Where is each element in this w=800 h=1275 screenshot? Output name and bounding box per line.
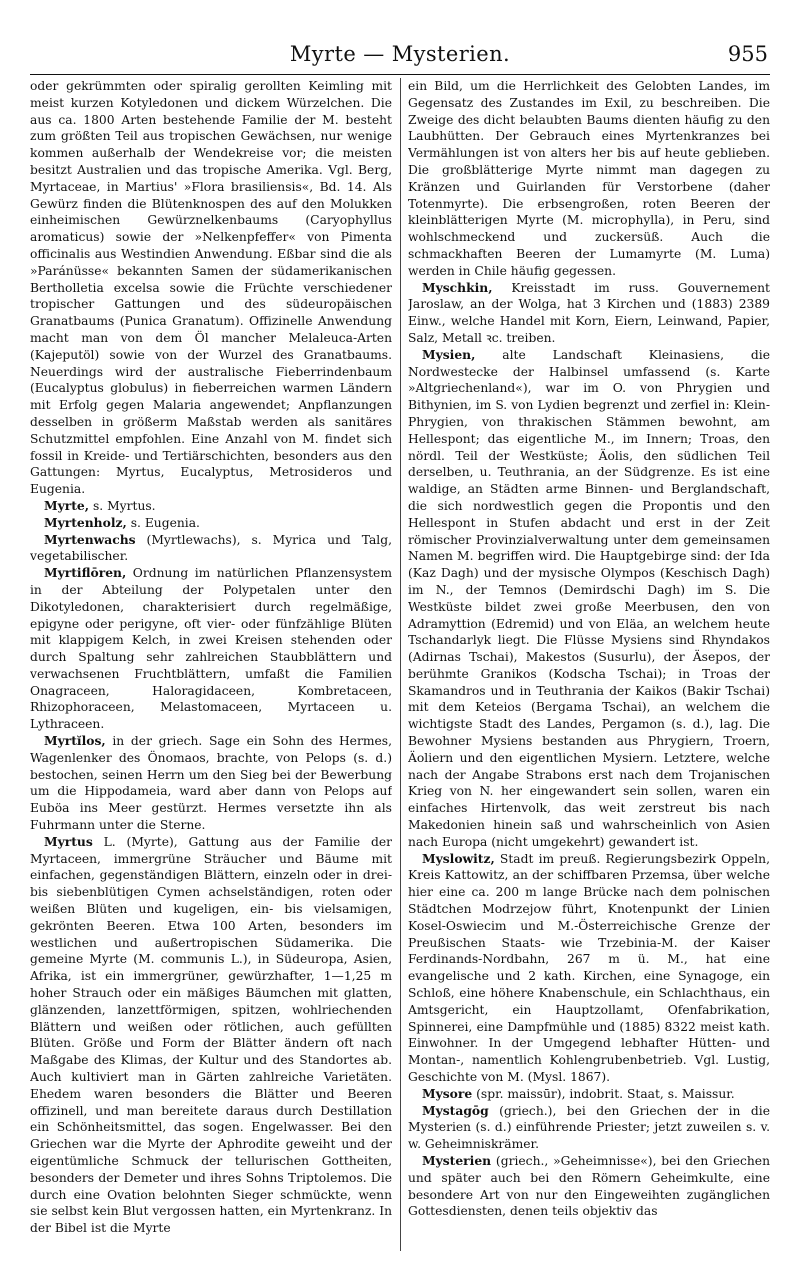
entry-text: s. Eugenia. <box>130 515 200 530</box>
entry-text: (spr. maissūr), indobrit. Staat, s. Maissur. <box>476 1086 735 1101</box>
entry-headword: Myrtus <box>44 833 93 849</box>
entry-text: ein Bild, um die Herrlichkeit des Gelobten Landes, im Gegensatz des Zustandes im Exil, zu beschreiben. Die Zweige des dicht belaubten Baums dienten häufig zu den Laubhütten. Der Gebrauch eines Myrtenkranzes bei Vermählungen ist von alters her bis auf heute geblieben. Die großblätterige Myrte nimmt man dagegen zu Kränzen und Guirlanden für Verstorbene (daher Totenmyrte). Die erbsengroßen, roten Beeren der kleinblätterigen Myrte (M. microphylla), in Peru, sind wohlschmeckend und zuckersüß. Auch die schmackhaften Beeren der Lumamyrte (M. Luma) werden in Chile häufig gegessen. <box>408 79 770 278</box>
dictionary-entry <box>30 498 392 515</box>
entry-headword: Myrtenholz, <box>44 514 127 530</box>
entry-text: (Myrtlewachs), s. Myrica und Talg, vegetabilischer. <box>30 532 392 564</box>
entry-text: alte Landschaft Kleinasiens, die Nordwestecke der Halbinsel umfassend (s. Karte »Altgriechenland«), war im O. von Phrygien und Bithynien, im S. von Lydien begrenzt und zerfiel in: Klein-Phrygien, von thrakischen Stämmen bewohnt, am Hellespont; das eigentliche M., im Innern; Troas, den nördl. Teil der Westküste; Äolis, den südlichen Teil derselben, u. Teuthrania, an der Südgrenze. Es ist eine waldige, an Städten arme Binnen- und Berglandschaft, die sich nordwestlich gegen die Propontis und den Hellespont in Stufen abdacht und erst in der Zeit römischer Provinzialverwaltung unter dem gemeinsamen Namen M. begriffen wird. Die Hauptgebirge sind: der Ida (Kaz Dagh) und der mysische Olympos (Keschisch Dagh) im N., der Temnos (Demirdschi Dagh) im S. Die Westküste bildet zwei große Meerbusen, den von Adramyttion (Edremid) und von Eläa, an welchem heute Tschandarlyk liegt. Die Flüsse Mysiens sind Rhyndakos (Adirnas Tschai), Makestos (Susurlu), der Äsepos, der berühmte Granikos (Kodscha Tschai); in Troas der Skamandros und in Teuthrania der Kaikos (Bakir Tschai) mit dem Keteios (Bergama Tschai), an welchem die wichtigste Stadt des Landes, Pergamon (s. d.), lag. Die Bewohner Mysiens bestanden aus Phrygiern, Troern, Äoliern und den eigentlichen Mysiern. Letztere, welche nach der Angabe Strabons erst nach dem Trojanischen Krieg von N. her eingewandert sein sollen, waren ein einfaches Hirtenvolk, das weit zerstreut bis nach Makedonien hinein saß und wahrscheinlich von Asien nach Europa (nicht umgekehrt) gewandert ist. <box>408 347 770 849</box>
entry-text: oder gekrümmten oder spiralig gerollten Keimling mit meist kurzen Kotyledonen und dickem Würzelchen. Die aus ca. 1800 Arten bestehende Familie der M. besteht zum größten Teil aus tropischen Gewächsen, nur wenige kommen außerhalb der Wendekreise vor; die meisten besitzt Australien und das tropische Amerika. Vgl. Berg, Myrtaceae, in Martius' »Flora brasiliensis«, Bd. 14. Als Gewürz finden die Blütenknospen des auf den Molukken einheimischen Gewürznelkenbaums (Caryophyllus aromaticus) sowie der »Nelkenpfeffer« von Pimenta officinalis aus Westindien Anwendung. Eßbar sind die als »Paránüsse« bekannten Samen der südamerikanischen Bertholletia excelsa sowie die Früchte verschiedener tropischer Gattungen und des südeuropäischen Granatbaums (Punica Granatum). Offizinelle Anwendung macht man von dem Öl mancher Melaleuca-Arten (Kajeputöl) sowie von der Wurzel des Granatbaums. Neuerdings wird der australische Fieberrindenbaum (Eucalyptus globulus) in fieberreichen warmen Ländern mit Erfolg gegen Malaria angewendet; Anpflanzungen desselben in größerm Maßstab werden als sanitäres Schutzmittel empfohlen. Eine Anzahl von M. findet sich fossil in Kreide- und Tertiärschichten, besonders aus den Gattungen: Myrtus, Eucalyptus, Metrosideros und Eugenia. <box>30 79 392 497</box>
entry-headword: Myrtĭlos, <box>44 733 106 749</box>
entry-text: L. (Myrte), Gattung aus der Familie der Myrtaceen, immergrüne Sträucher und Bäume mit einfachen, gegenständigen Blättern, einzeln oder in drei- bis siebenblütigen Cymen achselständigen, roten oder weißen Blüten und kugeligen, ein- bis vielsamigen, gekrönten Beeren. Etwa 100 Arten, besonders im westlichen und außertropischen Südamerika. Die gemeine Myrte (M. communis L.), in Südeuropa, Asien, Afrika, ist ein immergrüner, gewürzhafter, 1—1,25 m hoher Strauch oder ein mäßiges Bäumchen mit glatten, glänzenden, lanzettförmigen, spitzen, wohlriechenden Blättern und weißen oder rötlichen, auch gefüllten Blüten. Größe und Form der Blätter ändern oft nach Maßgabe des Klimas, der Kultur und des Standortes ab. Auch kultiviert man in Gärten zahlreiche Varietäten. Ehedem waren besonders die Blätter und Beeren offizinell, und man bereitete daraus durch Destillation ein Schönheitsmittel, das sogen. Engelwasser. Bei den Griechen war die Myrte der Aphrodite geweiht und der eigentümliche Schmuck der tellurischen Gottheiten, besonders der Demeter und ihres Sohns Triptolemos. Die durch eine Ovation belohnten Sieger schmückte, wenn sie selbst kein Blut vergossen hatten, ein Myrtenkranz. In der Bibel ist die Myrte <box>30 834 392 1236</box>
entry-text: s. Myrtus. <box>92 498 156 513</box>
dictionary-entry <box>30 834 392 1237</box>
header-rule <box>30 74 770 75</box>
dictionary-entry <box>408 851 770 1086</box>
dictionary-entry <box>30 515 392 532</box>
dictionary-entry <box>30 565 392 733</box>
page-title: Myrte — Mysterien. <box>289 42 511 66</box>
page-number: 955 <box>727 42 768 66</box>
left-column <box>30 78 392 1251</box>
entry-headword: Myrte, <box>44 497 90 513</box>
dictionary-entry <box>408 78 770 280</box>
dictionary-entry <box>408 1086 770 1103</box>
entry-headword: Myslowitz, <box>422 850 495 866</box>
entry-headword: Mysore <box>422 1085 473 1101</box>
dictionary-entry <box>408 1103 770 1153</box>
entry-headword: Myrtiflōren, <box>44 565 127 581</box>
entry-text: in der griech. Sage ein Sohn des Hermes, Wagenlenker des Önomaos, brachte, von Pelops (s. d.) bestochen, seinen Herrn um den Sieg bei der Bewerbung um die Hippodameia, ward aber dann von Pelops auf Euböa ins Meer gestürzt. Hermes versetzte ihn als Fuhrmann unter die Sterne. <box>30 734 392 833</box>
dictionary-entry <box>408 280 770 347</box>
column-divider <box>400 78 401 1251</box>
entry-headword: Mysien, <box>422 346 476 362</box>
entry-headword: Mystagōg <box>422 1102 489 1118</box>
entry-text: (griech., »Geheimnisse«), bei den Griechen und später auch bei den Römern Geheimkulte, eine besondere Art von nur den Eingeweihten zugänglichen Gottesdiensten, denen teils objektiv das <box>408 1154 770 1219</box>
dictionary-entry <box>408 1153 770 1220</box>
page-header <box>30 42 770 72</box>
entry-headword: Myrtenwachs <box>44 531 136 547</box>
entry-text: Ordnung im natürlichen Pflanzensystem in der Abteilung der Polypetalen unter den Dikotyledonen, charakterisiert durch regelmäßige, epigyne oder perigyne, oft vier- oder fünfzählige Blüten mit klappigem Kelch, in zwei Kreisen stehenden oder durch Spaltung sehr zahlreichen Staubblättern und verwachsenen Fruchtblättern, umfaßt die Familien Onagraceen, Haloragidaceen, Kombretaceen, Rhizophoraceen, Melastomaceen, Myrtaceen u. Lythraceen. <box>30 566 392 732</box>
entry-headword: Myschkin, <box>422 279 493 295</box>
entry-text: Stadt im preuß. Regierungsbezirk Oppeln, Kreis Kattowitz, an der schiffbaren Przemsa, über welche hier eine ca. 200 m lange Brücke nach dem polnischen Städtchen Modrzejow führt, Knotenpunkt der Linien Kosel-Oswiecim und M.-Österreichische Grenze der Preußischen Staats- wie Trzebinia-M. der Kaiser Ferdinands-Nordbahn, 267 m ü. M., hat eine evangelische und 2 kath. Kirchen, eine Synagoge, ein Schloß, eine höhere Knabenschule, ein Schlachthaus, ein Amtsgericht, ein Hauptzollamt, Ofenfabrikation, Spinnerei, eine Dampfmühle und (1885) 8322 meist kath. Einwohner. In der Umgegend lebhafter Hütten- und Montan-, namentlich Kohlengrubenbetrieb. Vgl. Lustig, Geschichte von M. (Mysl. 1867). <box>408 851 770 1085</box>
right-column <box>408 78 770 1251</box>
entry-text: (griech.), bei den Griechen der in die Mysterien (s. d.) einführende Priester; jetzt zuweilen s. v. w. Geheimniskrämer. <box>408 1103 770 1152</box>
dictionary-entry <box>30 733 392 834</box>
dictionary-entry <box>408 347 770 851</box>
dictionary-entry <box>30 532 392 566</box>
entry-text: Kreisstadt im russ. Gouvernement Jaroslaw, an der Wolga, hat 3 Kirchen und (1883) 2389 Einw., welche Handel mit Korn, Eiern, Leinwand, Papier, Salz, Metall ꝛc. treiben. <box>408 280 770 345</box>
dictionary-entry <box>30 78 392 498</box>
entry-headword: Mysterien <box>422 1153 492 1168</box>
